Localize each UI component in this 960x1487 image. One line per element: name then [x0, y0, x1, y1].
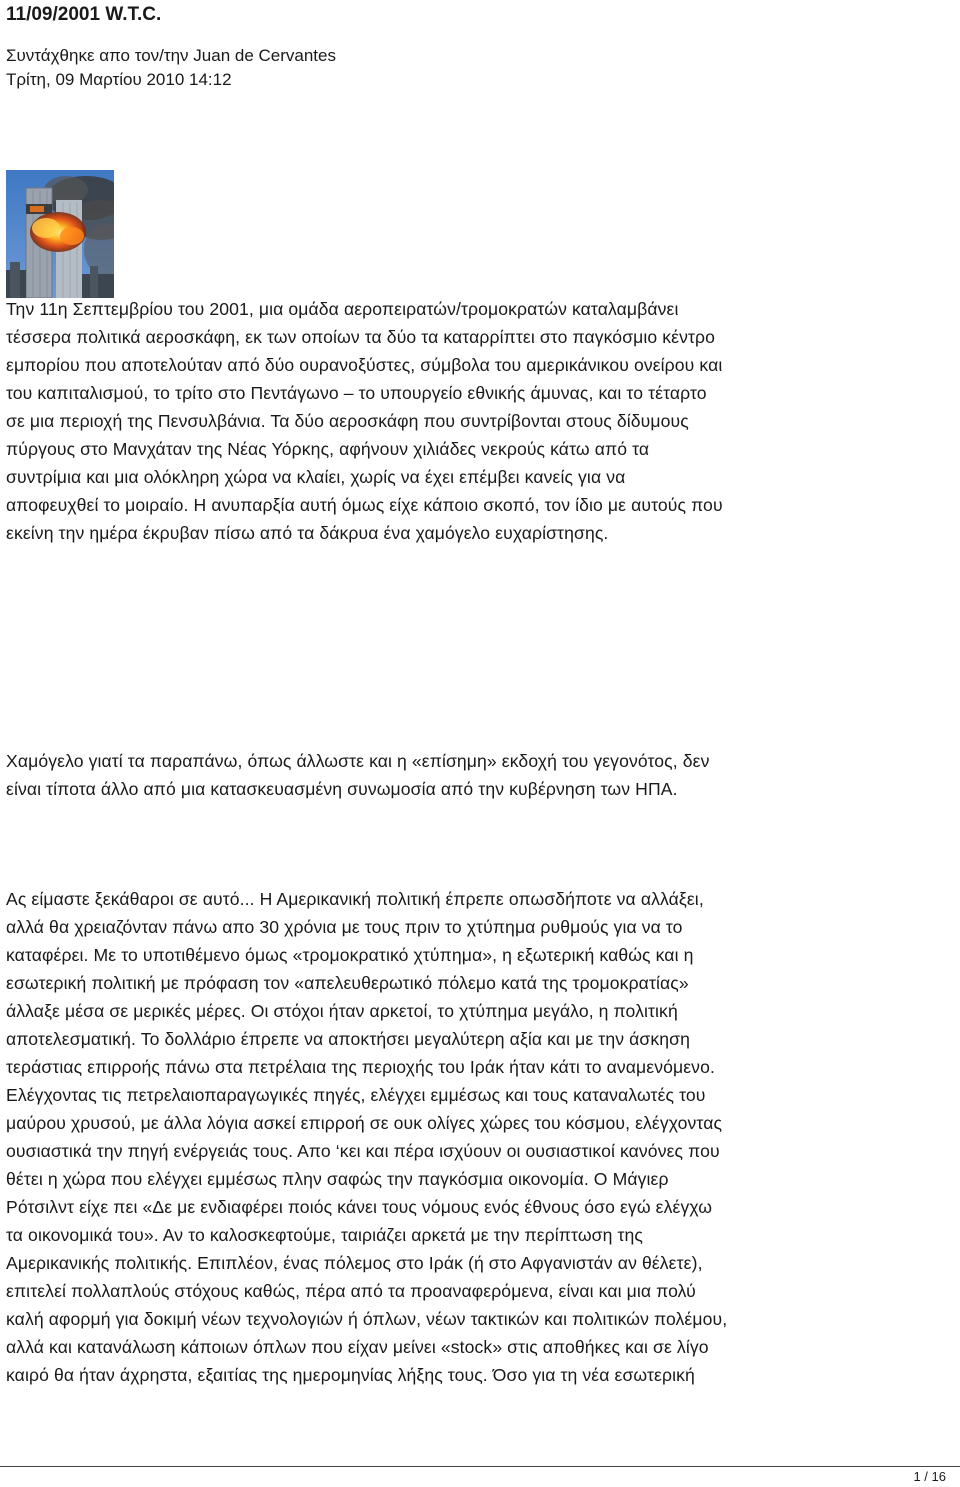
text-line: εκείνη την ημέρα έκρυβαν πίσω από τα δάκρυα ένα χαμόγελο ευχαρίστησης.	[6, 523, 609, 543]
text-line: εμπορίου που αποτελούταν από δύο ουρανοξύστες, σύμβολα του αμερικάνικου ονείρου και	[6, 355, 723, 375]
text-line: ουσιαστικά την πηγή ενέργειάς τους. Απο ‘κει και πέρα ισχύουν οι ουσιαστικοί κανόνες που	[6, 1141, 720, 1161]
text-line: άλλαξε μέσα σε μερικές μέρες. Οι στόχοι ήταν αρκετοί, το χτύπημα μεγάλο, η πολιτική	[6, 1001, 678, 1021]
text-line: πύργους στο Μανχάταν της Νέας Υόρκης, αφήνουν χιλιάδες νεκρούς κάτω από τα	[6, 439, 650, 459]
text-line: καταφέρει. Με το υποτιθέμενο όμως «τρομοκρατικό χτύπημα», η εξωτερική καθώς και η	[6, 945, 694, 965]
text-line: Αμερικανικής πολιτικής. Επιπλέον, ένας πόλεμος στο Ιράκ (ή στο Αφγανιστάν αν θέλετε),	[6, 1253, 703, 1273]
date-line: Τρίτη, 09 Μαρτίου 2010 14:12	[6, 70, 232, 89]
text-line: είναι τίποτα άλλο από μια κατασκευασμένη συνωμοσία από την κυβέρνηση των ΗΠΑ.	[6, 779, 678, 799]
text-line: καλή αφορμή για δοκιμή νέων τεχνολογιών ή όπλων, νέων τακτικών και πολιτικών πολέμου,	[6, 1309, 728, 1329]
text-line: επιτελεί πολλαπλούς στόχους καθώς, πέρα από τα προαναφερόμενα, είναι και μια πολύ	[6, 1281, 696, 1301]
text-line: του καπιταλισμού, το τρίτο στο Πεντάγωνο – το υπουργείο εθνικής άμυνας, και το τέταρτο	[6, 383, 707, 403]
author-line: Συντάχθηκε απο τον/την Juan de Cervantes	[6, 46, 336, 65]
text-line: τεράστιας επιρροής πάνω στα πετρέλαια της περιοχής του Ιράκ ήταν κάτι το αναμενόμενο.	[6, 1057, 715, 1077]
text-line: τα οικονομικά του». Αν το καλοσκεφτούμε, ταιριάζει αρκετά με την περίπτωση της	[6, 1225, 644, 1245]
text-line: εσωτερική πολιτική με πρόφαση τον «απελευθερωτικό πόλεμο κατά της τρομοκρατίας»	[6, 973, 689, 993]
text-line: μαύρου χρυσού, με άλλα λόγια ασκεί επιρροή σε ουκ ολίγες χώρες του κόσμου, ελέγχοντας	[6, 1113, 723, 1133]
text-line: θέτει η χώρα που ελέγχει εμμέσως πλην σαφώς την παγκόσμια οικονομία. Ο Μάγιερ	[6, 1169, 669, 1189]
text-line: τέσσερα πολιτικά αεροσκάφη, εκ των οποίων τα δύο τα καταρρίπτει στο παγκόσμιο κέντρο	[6, 327, 716, 347]
footer-divider	[0, 1466, 960, 1467]
page-number: 1 / 16	[913, 1469, 946, 1484]
text-line: Ελέγχοντας τις πετρελαιοπαραγωγικές πηγές, ελέγχει εμμέσως και τους καταναλωτές του	[6, 1085, 706, 1105]
text-line: Χαμόγελο γιατί τα παραπάνω, όπως άλλωστε και η «επίσημη» εκδοχή του γεγονότος, δεν	[6, 751, 710, 771]
text-line: καιρό θα ήταν άχρηστα, εξαιτίας της ημερομηνίας λήξης τους. Όσο για τη νέα εσωτερική	[6, 1365, 695, 1385]
text-line: αλλά θα χρειαζόνταν πάνω απο 30 χρόνια με τους πριν το χτύπημα ρυθμούς για να το	[6, 917, 683, 937]
paragraph-2	[6, 747, 951, 803]
paragraph-3	[6, 885, 951, 1389]
text-line: συντρίμια και μια ολόκληρη χώρα να κλαίει, χωρίς να έχει επέμβει κανείς για να	[6, 467, 626, 487]
text-line: Ρότσιλντ είχε πει «Δε με ενδιαφέρει ποιός κάνει τους νόμους ενός έθνους όσο εγώ ελέγχω	[6, 1197, 713, 1217]
text-line: αποτελεσματική. Το δολλάριο έπρεπε να αποκτήσει μεγαλύτερη αξία και με την άσκηση	[6, 1029, 690, 1049]
document-title: 11/09/2001 W.T.C.	[6, 4, 162, 25]
text-line: σε μια περιοχή της Πενσυλβάνια. Τα δύο αεροσκάφη που συντρίβονται στους δίδυμους	[6, 411, 689, 431]
paragraph-1	[6, 295, 951, 547]
wtc-towers-burning-photo	[6, 170, 114, 298]
text-line: αλλά και κατανάλωση κάποιων όπλων που είχαν μείνει «stock» στις αποθήκες και σε λίγο	[6, 1337, 709, 1357]
text-line: Την 11η Σεπτεμβρίου του 2001, μια ομάδα αεροπειρατών/τρομοκρατών καταλαμβάνει	[6, 299, 679, 319]
text-line: Ας είμαστε ξεκάθαροι σε αυτό... Η Αμερικανική πολιτική έπρεπε οπωσδήποτε να αλλάξει,	[6, 889, 704, 909]
text-line: αποφευχθεί το μοιραίο. Η ανυπαρξία αυτή όμως είχε κάποιο σκοπό, τον ίδιο με αυτούς που	[6, 495, 723, 515]
